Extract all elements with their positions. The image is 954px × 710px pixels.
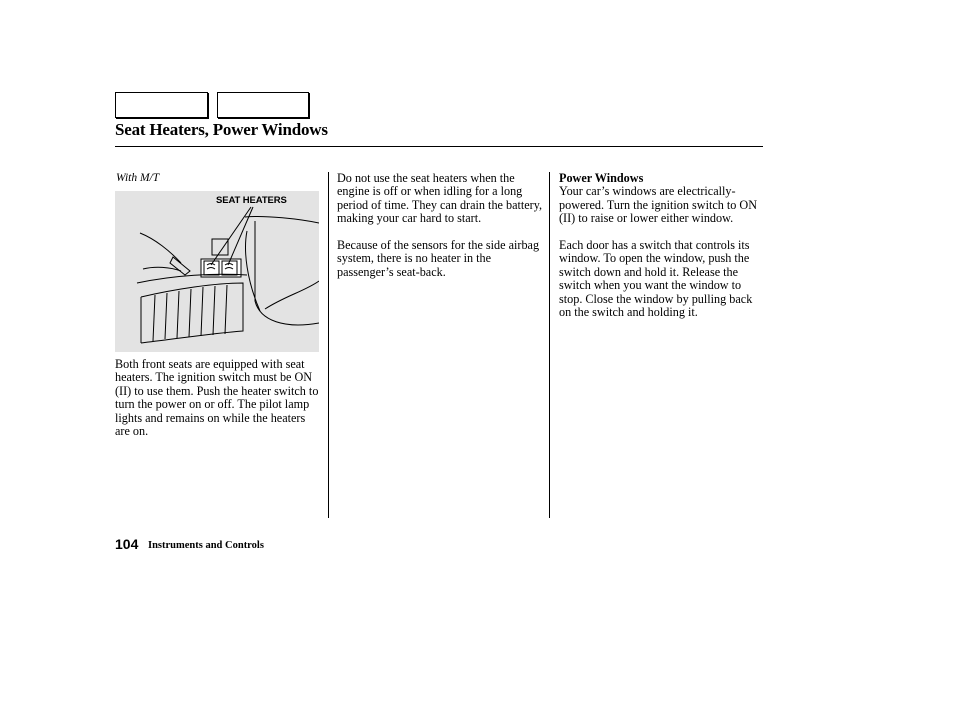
- paragraph: Because of the sensors for the side airbag system, there is no heater in the passenger’s seat-back.: [337, 238, 540, 279]
- middle-column-text: [337, 172, 544, 279]
- console-drawing-icon: [115, 191, 319, 352]
- section-heading: Power Windows: [559, 171, 644, 185]
- footer-section-name: Instruments and Controls: [148, 540, 264, 551]
- page-title: Seat Heaters, Power Windows: [115, 120, 328, 139]
- paragraph: Both front seats are equipped with seat heaters. The ignition switch must be ON (II) to use them. Push the heater switch to turn the power on or off. The pilot lamp lights and remains on while the heaters are on.: [115, 357, 319, 439]
- paragraph: Your car’s windows are electrically-powered. Turn the ignition switch to ON (II) to raise or lower either window.: [559, 184, 758, 226]
- paragraph: Do not use the seat heaters when the engine is off or when idling for a long period of time. They can drain the battery, making your car hard to start.: [337, 171, 543, 226]
- header-tab-box-2: [217, 92, 309, 118]
- left-column-text: [115, 358, 321, 438]
- figure-label: SEAT HEATERS: [216, 195, 287, 206]
- paragraph: Each door has a switch that controls its window. To open the window, push the switch down and hold it. Release the switch when you want the window to stop. Close the window by pulling back on the switch and holding it.: [559, 238, 753, 320]
- figure-caption: With M/T: [116, 172, 160, 184]
- title-rule: [115, 146, 763, 147]
- column-divider-1: [328, 172, 329, 518]
- seat-heaters-illustration: [115, 191, 319, 352]
- right-column-text: [559, 172, 763, 319]
- header-tab-box-1: [115, 92, 208, 118]
- page-number: 104: [115, 536, 139, 552]
- column-divider-2: [549, 172, 550, 518]
